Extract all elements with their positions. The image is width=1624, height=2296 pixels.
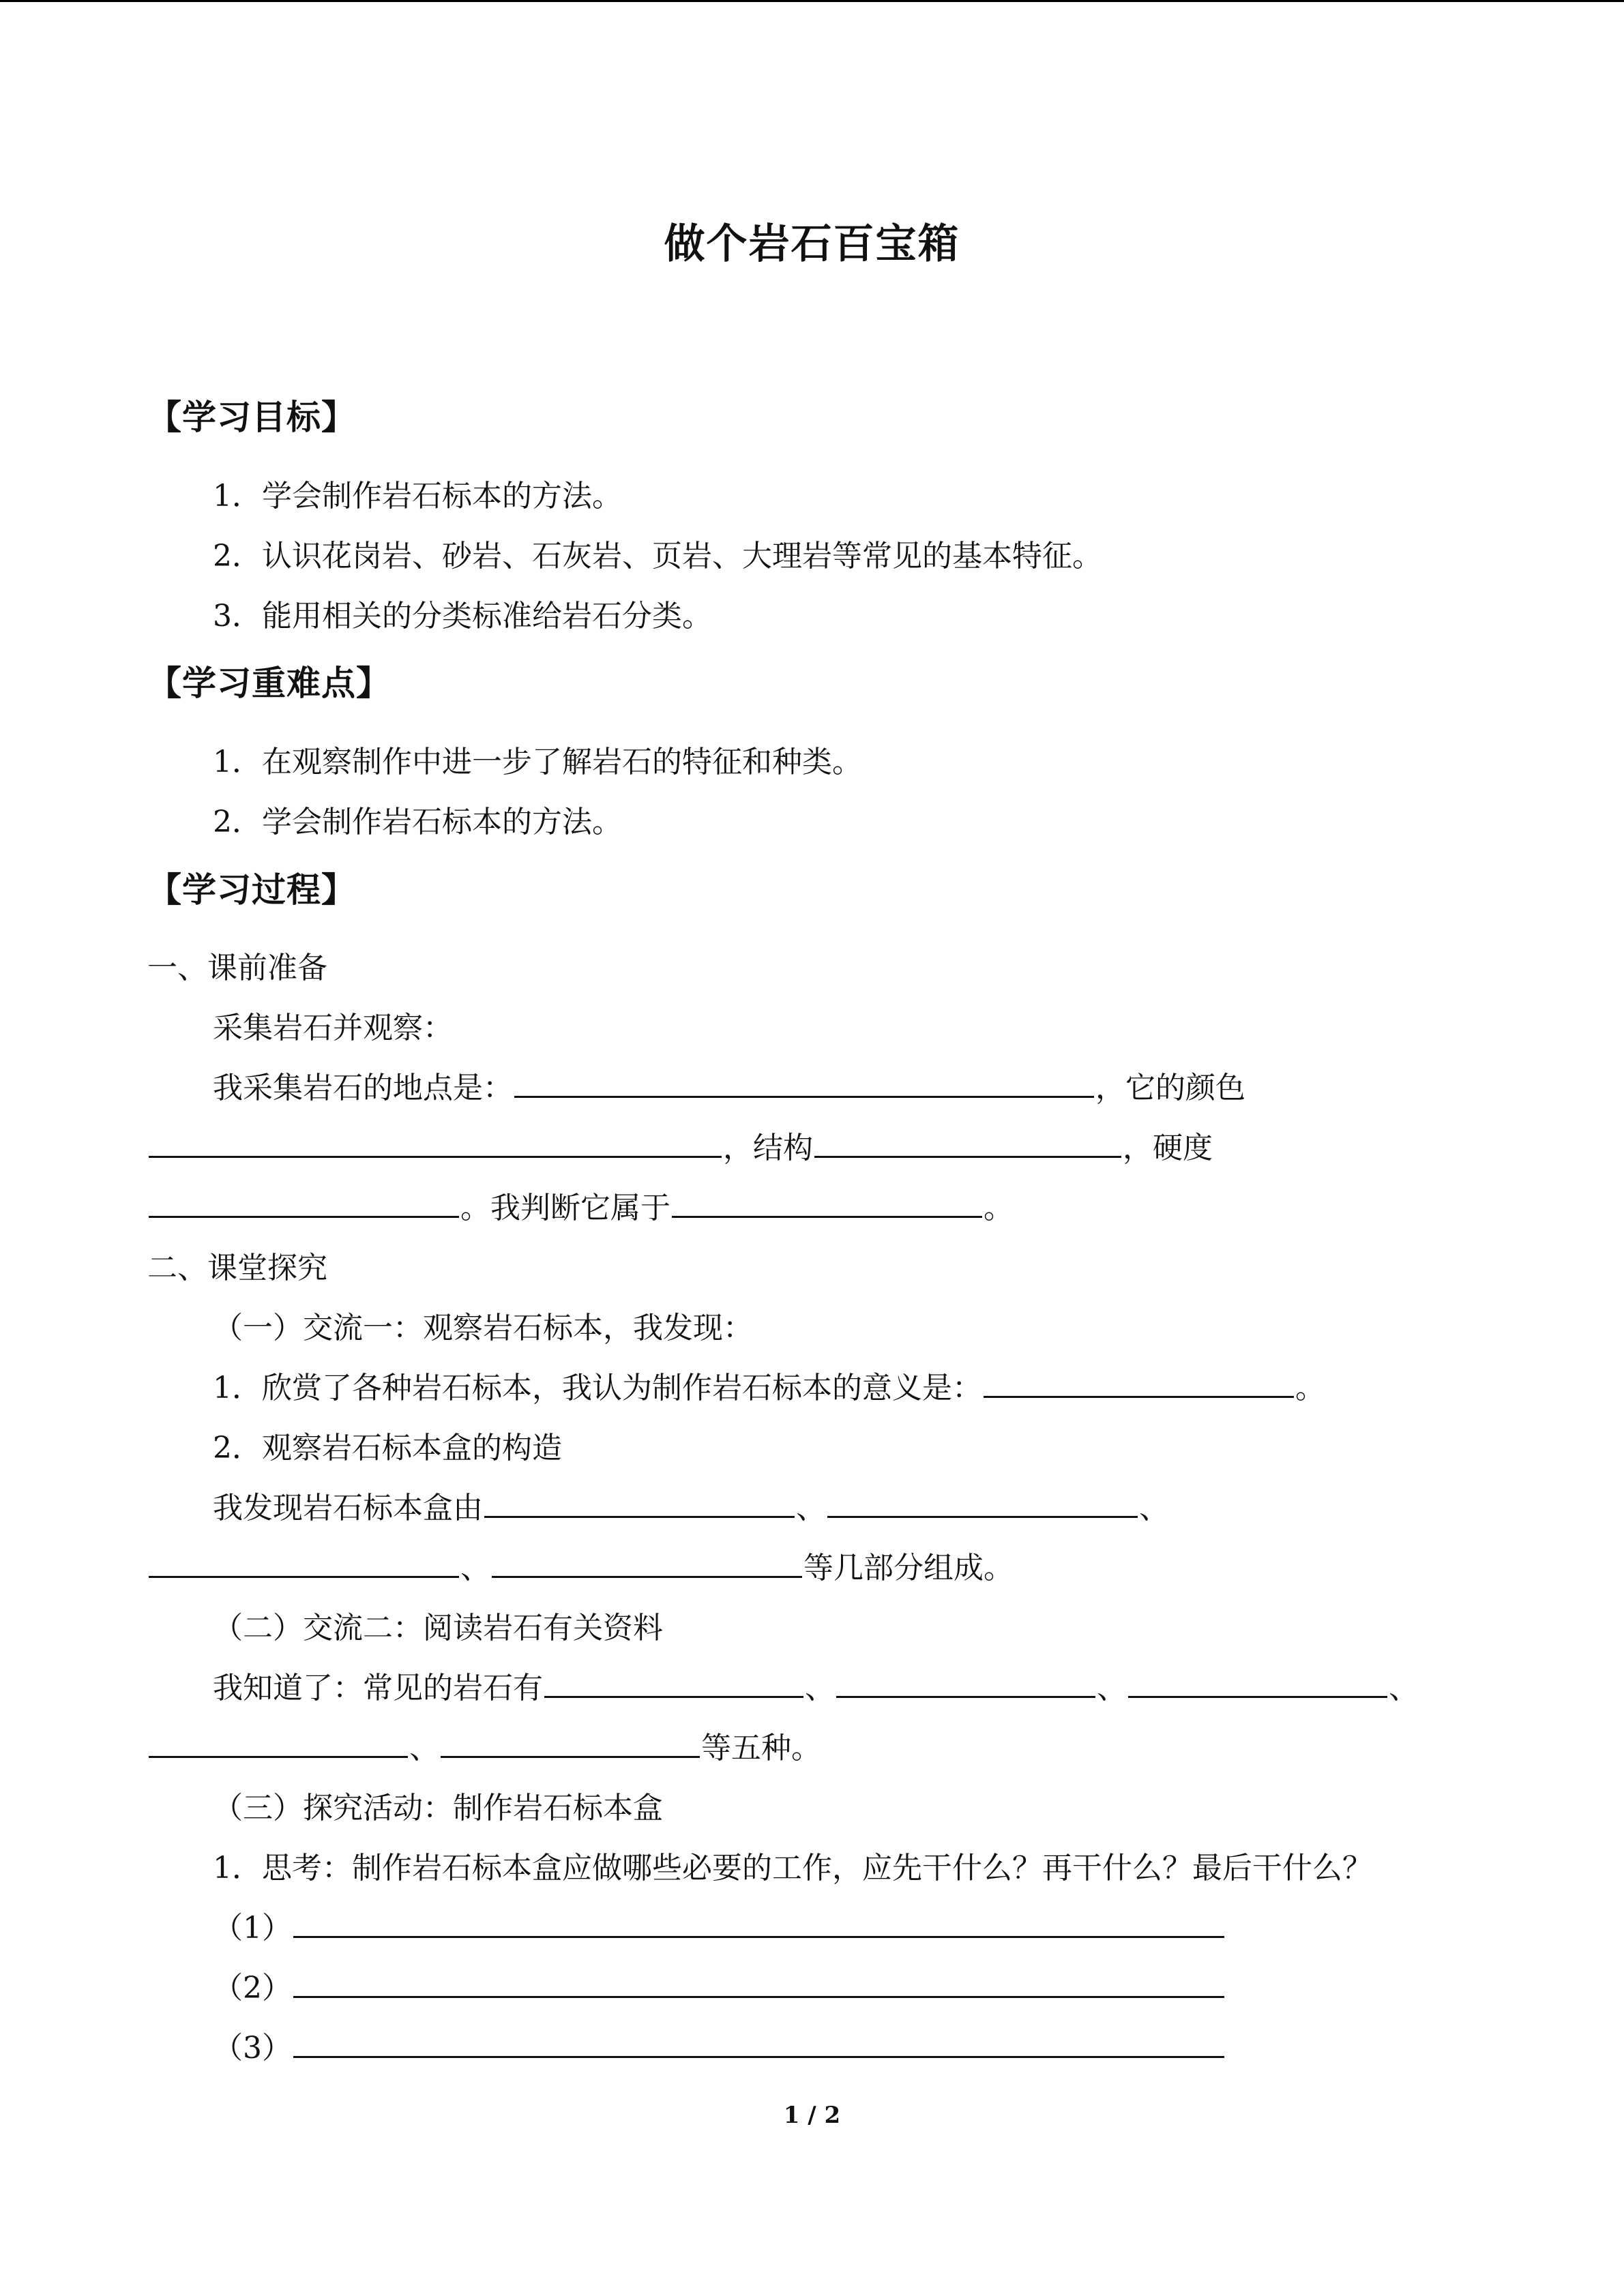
hardness-blank[interactable] — [149, 1189, 459, 1218]
objectives-heading: 【学习目标】 — [147, 398, 356, 437]
separator: 、 — [1139, 1491, 1169, 1525]
hardness-label: ，硬度 — [1123, 1131, 1213, 1165]
rock-type-blank-3[interactable] — [1128, 1669, 1387, 1698]
step-label-3: （3） — [213, 2031, 292, 2066]
objective-item-3: 3．能用相关的分类标准给岩石分类。 — [213, 599, 712, 633]
step-label-2: （2） — [213, 1971, 292, 2006]
rock-type-blank-5[interactable] — [441, 1729, 700, 1758]
separator: 、 — [460, 1551, 490, 1585]
top-border — [0, 0, 1624, 2]
rock-type-blank-4[interactable] — [149, 1729, 408, 1758]
type-end: 。 — [984, 1191, 1014, 1225]
box-part-blank-2[interactable] — [827, 1489, 1138, 1518]
exchange1-q1: 1．欣赏了各种岩石标本，我认为制作岩石标本的意义是： — [213, 1371, 982, 1405]
collection-location-line — [213, 1068, 1245, 1109]
step-label-1: （1） — [213, 1911, 292, 1945]
part1-intro: 采集岩石并观察： — [213, 1011, 453, 1045]
color-label: ，它的颜色 — [1095, 1071, 1245, 1105]
separator: 、 — [796, 1491, 826, 1525]
exchange1-title: （一）交流一：观察岩石标本，我发现： — [213, 1311, 753, 1345]
box-parts-line-1 — [213, 1488, 1169, 1529]
exchange1-q1-line — [213, 1368, 1325, 1409]
significance-blank[interactable] — [984, 1369, 1294, 1398]
process-heading: 【学习过程】 — [147, 870, 356, 910]
rock-type-blank-2[interactable] — [836, 1669, 1095, 1698]
exchange3-q1: 1．思考：制作岩石标本盒应做哪些必要的工作，应先干什么？再干什么？最后干什么？ — [213, 1851, 1372, 1885]
box-part-blank-4[interactable] — [492, 1549, 802, 1578]
box-parts-line-2 — [147, 1548, 1014, 1589]
step-line-1 — [213, 1908, 1226, 1949]
key-point-item-1: 1．在观察制作中进一步了解岩石的特征和种类。 — [213, 745, 862, 779]
separator: 、 — [805, 1671, 835, 1705]
type-blank[interactable] — [672, 1189, 982, 1218]
step-blank-2[interactable] — [293, 1969, 1224, 1998]
rock-types-line-1 — [213, 1668, 1419, 1709]
box-part-blank-3[interactable] — [149, 1549, 459, 1578]
rock-type-blank-1[interactable] — [544, 1669, 803, 1698]
objective-item-2: 2．认识花岗岩、砂岩、石灰岩、页岩、大理岩等常见的基本特征。 — [213, 539, 1102, 573]
step-blank-3[interactable] — [293, 2029, 1224, 2058]
box-parts-end: 等几部分组成。 — [803, 1551, 1014, 1585]
part2-title: 二、课堂探究 — [147, 1251, 327, 1285]
type-label: 。我判断它属于 — [460, 1191, 670, 1225]
step-blank-1[interactable] — [293, 1909, 1224, 1938]
structure-blank[interactable] — [814, 1129, 1121, 1158]
step-line-2 — [213, 1968, 1226, 2009]
hardness-type-line — [147, 1188, 1014, 1229]
objective-item-1: 1．学会制作岩石标本的方法。 — [213, 479, 622, 513]
separator: 、 — [409, 1731, 439, 1765]
separator: 、 — [1389, 1671, 1419, 1705]
color-structure-line — [147, 1128, 1213, 1169]
key-points-heading: 【学习重难点】 — [147, 664, 391, 703]
key-point-item-2: 2．学会制作岩石标本的方法。 — [213, 805, 622, 839]
location-label: 我采集岩石的地点是： — [213, 1071, 513, 1105]
location-blank[interactable] — [514, 1069, 1094, 1098]
page-title: 做个岩石百宝箱 — [664, 220, 960, 268]
page-number: 1 / 2 — [783, 2102, 841, 2129]
exchange2-title: （二）交流二：阅读岩石有关资料 — [213, 1611, 663, 1645]
exchange3-title: （三）探究活动：制作岩石标本盒 — [213, 1791, 663, 1825]
rock-types-end: 等五种。 — [701, 1731, 821, 1765]
structure-label: ，结构 — [723, 1131, 813, 1165]
box-parts-label: 我发现岩石标本盒由 — [213, 1491, 483, 1525]
part1-title: 一、课前准备 — [147, 951, 327, 985]
exchange1-q2: 2．观察岩石标本盒的构造 — [213, 1431, 562, 1465]
color-blank[interactable] — [149, 1129, 722, 1158]
rock-types-label: 我知道了：常见的岩石有 — [213, 1671, 543, 1705]
box-part-blank-1[interactable] — [484, 1489, 795, 1518]
step-line-3 — [213, 2028, 1226, 2069]
exchange1-q1-end: 。 — [1295, 1371, 1325, 1405]
rock-types-line-2 — [147, 1728, 821, 1769]
separator: 、 — [1097, 1671, 1127, 1705]
